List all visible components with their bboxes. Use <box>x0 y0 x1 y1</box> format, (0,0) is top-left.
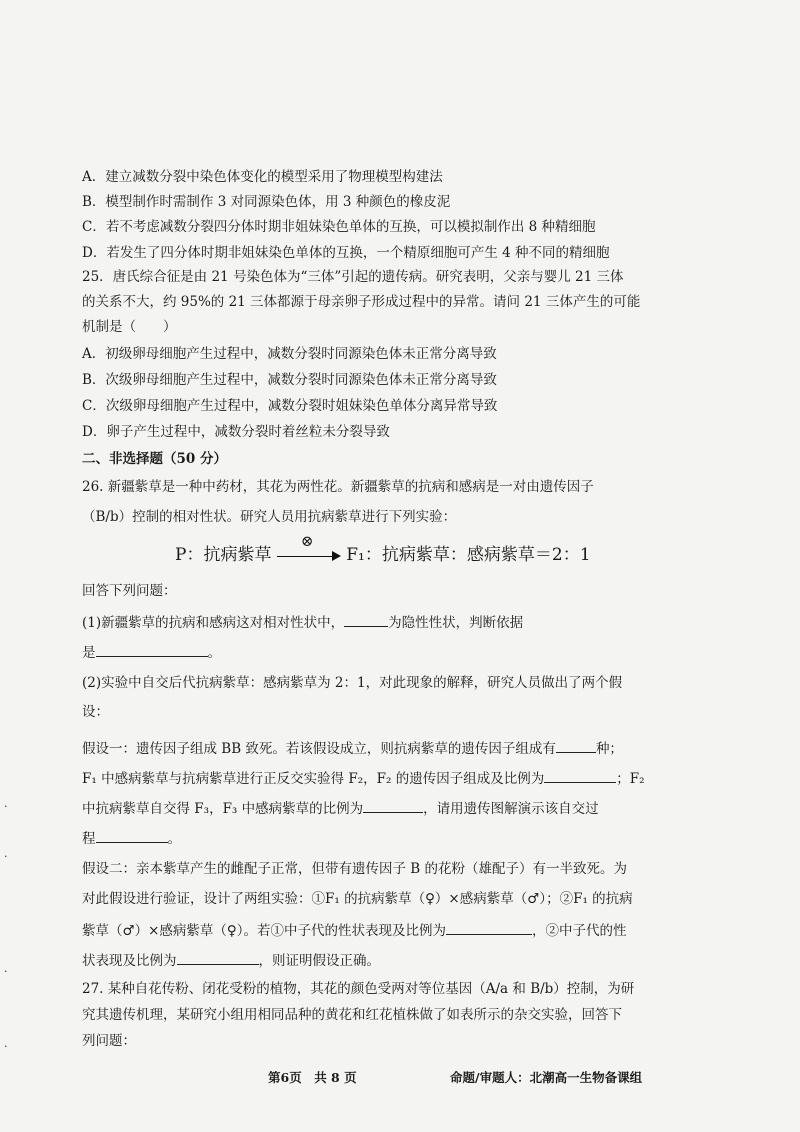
q27-stem-line3: 列问题： <box>82 1033 136 1049</box>
q25b-stem-line2: 的关系不大，约 95%的 21 三体都源于母亲卵子形成过程中的异常。请问 21 三体产生的可能 <box>82 294 641 310</box>
hypothesis2-line2: 对此假设进行验证，设计了两组实验：①F₁ 的抗病紫草（♀）×感病紫草（♂）；②F₁ 的抗病 <box>82 891 633 907</box>
q25-option-b: B．模型制作时需制作 3 对同源染色体，用 3 种颜色的橡皮泥 <box>82 194 451 210</box>
answer-blank-7[interactable] <box>446 920 532 935</box>
answer-blank-5[interactable] <box>363 798 423 813</box>
formula-offspring: F₁：抗病紫草：感病紫草＝2：1 <box>346 545 591 565</box>
answer-intro: 回答下列问题： <box>82 583 177 599</box>
section-heading: 二、非选择题（50 分） <box>82 451 227 467</box>
q25b-option-b: B．次级卵母细胞产生过程中，减数分裂时同源染色体未正常分离导致 <box>82 372 497 388</box>
q26-stem-line1: 26. 新疆紫草是一种中药材，其花为两性花。新疆紫草的抗病和感病是一对由遗传因子 <box>82 479 594 495</box>
self-cross-symbol: ⊗ <box>300 531 314 550</box>
q25-option-d: D．若发生了四分体时期非姐妹染色单体的互换，一个精原细胞可产生 4 种不同的精细胞 <box>82 245 610 261</box>
hypothesis1-line1: 假设一：遗传因子组成 BB 致死。若该假设成立，则抗病紫草的遗传因子组成有 种； <box>82 738 742 758</box>
hypothesis2-line4: 状表现及比例为 ，则证明假设正确。 <box>82 950 742 970</box>
scan-margin-mark: · <box>4 800 8 813</box>
q25b-option-d: D．卵子产生过程中，减数分裂时着丝粒未分裂导致 <box>82 424 390 440</box>
scan-margin-mark: · <box>4 965 8 978</box>
hypothesis1-line3: 中抗病紫草自交得 F₃，F₃ 中感病紫草的比例为 ，请用遗传图解演示该自交过 <box>82 798 742 818</box>
q26-part2-line2: 设： <box>82 704 109 720</box>
scan-margin-mark: · <box>4 1040 8 1053</box>
q25b-option-a: A．初级卵母细胞产生过程中，减数分裂时同源染色体未正常分离导致 <box>82 346 497 362</box>
hypothesis1-line2: F₁ 中感病紫草与抗病紫草进行正反交实验得 F₂，F₂ 的遗传因子组成及比例为 ；F₂ <box>82 768 742 788</box>
scan-margin-mark: · <box>4 850 8 863</box>
hypothesis2-line3: 紫草（♂）×感病紫草（♀）。若①中子代的性状表现及比例为 ，②中子代的性 <box>82 920 742 940</box>
formula-parent: P：抗病紫草 <box>175 545 272 565</box>
footer-page-number: 第6页 共 8 页 <box>268 1070 357 1085</box>
hypothesis2-line1: 假设二：亲本紫草产生的雌配子正常，但带有遗传因子 B 的花粉（雄配子）有一半致死。为 <box>82 861 628 877</box>
answer-blank-8[interactable] <box>177 950 259 965</box>
q25b-option-c: C．次级卵母细胞产生过程中，减数分裂时姐妹染色单体分离异常导致 <box>82 398 498 414</box>
q25-option-a: A．建立减数分裂中染色体变化的模型采用了物理模型构建法 <box>82 169 443 185</box>
hypothesis1-line4: 程 。 <box>82 828 742 848</box>
answer-blank-2[interactable] <box>96 642 208 657</box>
q25b-stem-line3: 机制是（ ） <box>82 319 177 335</box>
q27-stem-line1: 27. 某种自花传粉、闭花受粉的植物，其花的颜色受两对等位基因（A/a 和 B/b）控制，为研 <box>82 981 635 997</box>
selfing-arrow <box>277 531 341 564</box>
q25-option-c: C．若不考虑减数分裂四分体时期非姐妹染色单体的互换，可以模拟制作出 8 种精细胞 <box>82 219 596 235</box>
q27-stem-line2: 究其遗传机理，某研究小组用相同品种的黄花和红花植株做了如表所示的杂交实验，回答下 <box>82 1007 622 1023</box>
answer-blank-4[interactable] <box>544 768 616 783</box>
cross-formula <box>175 531 595 576</box>
q26-part2-line1: (2)实验中自交后代抗病紫草：感病紫草为 2：1，对此现象的解释，研究人员做出了两个假 <box>82 675 623 691</box>
answer-blank-1[interactable] <box>344 612 388 627</box>
answer-blank-3[interactable] <box>556 738 596 753</box>
answer-blank-6[interactable] <box>96 828 168 843</box>
q26-part1-line2: 是 。 <box>82 642 742 662</box>
q26-stem-line2: （B/b）控制的相对性状。研究人员用抗病紫草进行下列实验： <box>82 509 457 525</box>
footer-author: 命题/审题人：北潮高一生物备课组 <box>450 1070 643 1085</box>
q26-part1-line1: (1)新疆紫草的抗病和感病这对相对性状中， 为隐性性状，判断依据 <box>82 612 742 632</box>
q25b-stem-line1: 25．唐氏综合征是由 21 号染色体为“三体”引起的遗传病。研究表明，父亲与婴儿 21 三体 <box>82 269 624 285</box>
